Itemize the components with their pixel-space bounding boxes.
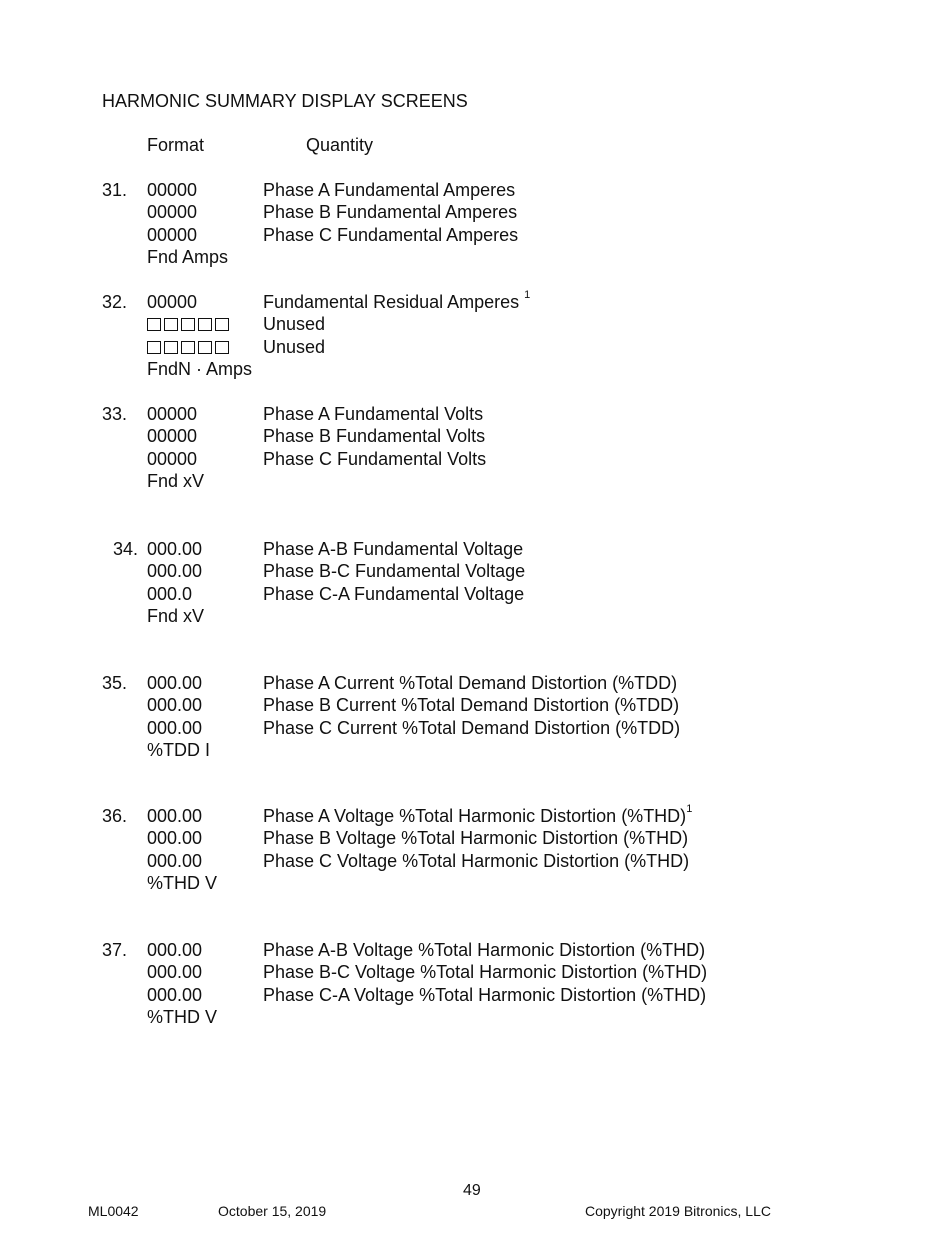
quantity-text: Phase C Current %Total Demand Distortion (%TDD) bbox=[263, 717, 681, 738]
quantity-value bbox=[263, 337, 325, 358]
quantity-text: Phase C Fundamental Volts bbox=[263, 448, 487, 469]
quantity-value bbox=[263, 180, 515, 201]
format-value: 00000 bbox=[147, 448, 198, 469]
screen-number: 31. bbox=[102, 180, 128, 200]
format-value: 00000 bbox=[147, 292, 198, 312]
empty-box-icon bbox=[215, 318, 229, 331]
quantity-value bbox=[263, 985, 706, 1006]
screen-number: 34. bbox=[113, 539, 139, 559]
unused-digits-boxes bbox=[147, 341, 231, 354]
format-value: 000.00 bbox=[147, 717, 203, 738]
empty-box-icon bbox=[198, 318, 212, 331]
quantity-text: Phase B Voltage %Total Harmonic Distortion (%THD) bbox=[263, 828, 689, 849]
empty-box-icon bbox=[147, 341, 161, 354]
quantity-text: Phase A Fundamental Volts bbox=[263, 404, 484, 424]
format-value: 000.00 bbox=[147, 806, 203, 826]
format-value: 000.00 bbox=[147, 828, 203, 849]
quantity-value bbox=[263, 851, 689, 872]
quantity-text: Phase C Voltage %Total Harmonic Distortion (%THD) bbox=[263, 850, 690, 871]
format-value: 000.0 bbox=[147, 583, 193, 604]
empty-box-icon bbox=[164, 341, 178, 354]
format-value: 00000 bbox=[147, 202, 198, 223]
quantity-value bbox=[263, 289, 531, 313]
screen-number: 33. bbox=[102, 404, 128, 424]
screen-number: 35. bbox=[102, 673, 128, 693]
screen-label: %THD V bbox=[147, 1007, 218, 1028]
quantity-value bbox=[263, 673, 677, 694]
quantity-text: Phase B-C Fundamental Voltage bbox=[263, 561, 526, 582]
unused-digits-boxes bbox=[147, 318, 231, 331]
quantity-text: Phase B Fundamental Amperes bbox=[263, 202, 518, 223]
empty-box-icon bbox=[215, 341, 229, 354]
quantity-text: Fundamental Residual Amperes bbox=[263, 292, 520, 312]
quantity-value bbox=[263, 962, 707, 983]
quantity-value bbox=[263, 314, 325, 335]
screen-label: Fnd Amps bbox=[147, 247, 229, 268]
footnote-marker: 1 bbox=[524, 289, 531, 301]
quantity-text: Phase A-B Voltage %Total Harmonic Distortion (%THD) bbox=[263, 940, 706, 960]
format-value: 000.00 bbox=[147, 539, 203, 559]
quantity-text: Unused bbox=[263, 314, 326, 335]
format-value: 00000 bbox=[147, 224, 198, 245]
quantity-value bbox=[263, 404, 483, 425]
quantity-text: Phase B-C Voltage %Total Harmonic Distortion (%THD) bbox=[263, 962, 708, 983]
page-title: HARMONIC SUMMARY DISPLAY SCREENS bbox=[102, 91, 468, 111]
quantity-value bbox=[263, 803, 693, 827]
copyright: Copyright 2019 Bitronics, LLC bbox=[585, 1203, 771, 1219]
quantity-text: Phase C Fundamental Amperes bbox=[263, 224, 519, 245]
format-value: 000.00 bbox=[147, 673, 203, 693]
quantity-value bbox=[263, 539, 523, 560]
screen-number: 32. bbox=[102, 292, 128, 312]
format-value: 000.00 bbox=[147, 962, 203, 983]
quantity-value bbox=[263, 940, 705, 961]
quantity-value bbox=[263, 561, 525, 582]
format-value: 000.00 bbox=[147, 561, 203, 582]
quantity-text: Phase A Voltage %Total Harmonic Distortion (%THD) bbox=[263, 806, 687, 826]
empty-box-icon bbox=[147, 318, 161, 331]
quantity-text: Phase C-A Voltage %Total Harmonic Distortion (%THD) bbox=[263, 984, 707, 1005]
screen-label: Fnd xV bbox=[147, 471, 205, 492]
quantity-value bbox=[263, 426, 485, 447]
quantity-value bbox=[263, 828, 688, 849]
format-value: 000.00 bbox=[147, 940, 203, 960]
quantity-text: Phase C-A Fundamental Voltage bbox=[263, 583, 525, 604]
quantity-value bbox=[263, 718, 680, 739]
quantity-text: Phase A-B Fundamental Voltage bbox=[263, 539, 524, 559]
screen-label: Fnd xV bbox=[147, 606, 205, 627]
empty-box-icon bbox=[164, 318, 178, 331]
quantity-value bbox=[263, 695, 679, 716]
page-number: 49 bbox=[463, 1182, 481, 1199]
quantity-text: Unused bbox=[263, 336, 326, 357]
empty-box-icon bbox=[198, 341, 212, 354]
quantity-text: Phase A Fundamental Amperes bbox=[263, 180, 516, 200]
quantity-header: Quantity bbox=[306, 135, 374, 155]
quantity-value bbox=[263, 202, 517, 223]
quantity-value bbox=[263, 449, 486, 470]
quantity-text: Phase B Current %Total Demand Distortion (%TDD) bbox=[263, 695, 680, 716]
format-header: Format bbox=[147, 135, 205, 155]
quantity-text: Phase B Fundamental Volts bbox=[263, 426, 486, 447]
quantity-text: Phase A Current %Total Demand Distortion (%TDD) bbox=[263, 673, 678, 693]
format-value: 00000 bbox=[147, 426, 198, 447]
screen-label: %THD V bbox=[147, 873, 218, 894]
format-value: 00000 bbox=[147, 180, 198, 200]
screen-number: 36. bbox=[102, 806, 128, 826]
footnote-marker: 1 bbox=[686, 803, 693, 815]
screen-number: 37. bbox=[102, 940, 128, 960]
format-value: 000.00 bbox=[147, 695, 203, 716]
empty-box-icon bbox=[181, 318, 195, 331]
format-value: 000.00 bbox=[147, 850, 203, 871]
doc-id: ML0042 bbox=[88, 1203, 139, 1219]
doc-date: October 15, 2019 bbox=[218, 1203, 327, 1219]
empty-box-icon bbox=[181, 341, 195, 354]
quantity-value bbox=[263, 584, 524, 605]
screen-label: FndN · Amps bbox=[147, 359, 253, 380]
quantity-value bbox=[263, 225, 518, 246]
screen-label: %TDD I bbox=[147, 740, 210, 761]
format-value: 00000 bbox=[147, 404, 198, 424]
format-value: 000.00 bbox=[147, 984, 203, 1005]
